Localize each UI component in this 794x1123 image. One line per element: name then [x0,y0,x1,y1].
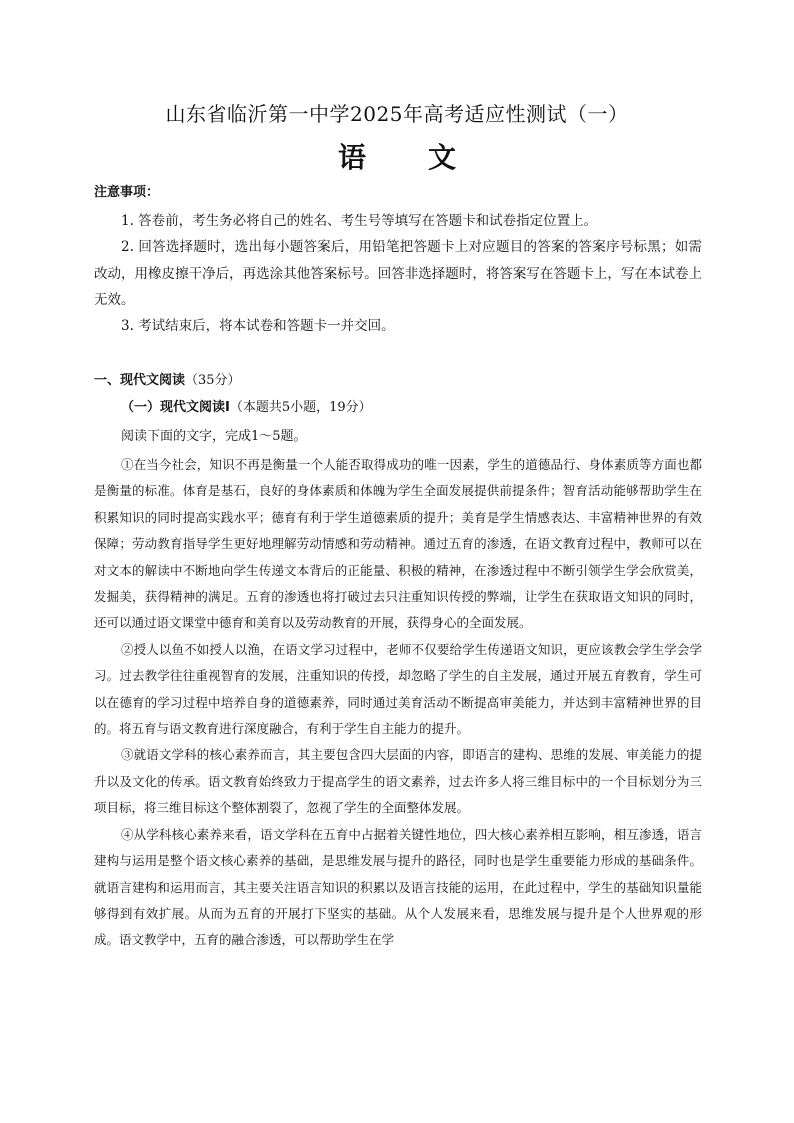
notice-item-2: 2. 回答选择题时，选出每小题答案后，用铅笔把答题卡上对应题目的答案的答案序号标黑；如需改动，用橡皮擦干净后，再选涂其他答案标号。回答非选择题时，将答案写在答题卡上，写在本试卷上无效。 [94,239,702,308]
passage-paragraph-3: ③就语文学科的核心素养而言，其主要包含四大层面的内容，即语言的建构、思维的发展、审美能力的提升以及文化的传承。语文教育始终致力于提高学生的语文素养，过去许多人将三维目标中的一个目标划分为三项目标，将三维目标这个整体割裂了，忽视了学生的全面整体发展。 [94,747,702,816]
sub-heading-note: （本题共5小题，19分） [229,400,372,415]
subject-char-1: 语 [337,141,366,174]
passage-paragraph-4: ④从学科核心素养来看，语文学科在五育中占据着关键性地位，四大核心素养相互影响，相互渗透，语言建构与运用是整个语文核心素养的基础，是思维发展与提升的路径，同时也是学生重要能力形成的基础条件。就语言建构和运用而言，其主要关注语言知识的积累以及语言技能的运用，在此过程中，学生的基础知识量能够得到有效扩展。从而为五育的开展打下坚实的基础。从个人发展来看，思维发展与提升是个人世界观的形成。语文教学中，五育的融合渗透，可以帮助学生在学 [94,826,702,948]
notice-item-3: 3. 考试结束后，将本试卷和答题卡一并交回。 [121,318,395,334]
sub-heading [121,397,372,419]
section-heading-title: 一、现代文阅读 [94,373,186,388]
section-heading-score: （35分） [185,373,241,388]
reading-passage [94,452,702,954]
exam-title: 山东省临沂第一中学2025年高考适应性测试（一） [165,102,629,126]
sub-heading-title: （一）现代文阅读Ⅰ [121,400,230,415]
subject-char-2: 文 [428,141,457,174]
notice-item-1: 1. 答卷前，考生务必将自己的姓名、考生号等填写在答题卡和试卷指定位置上。 [121,213,598,229]
reading-instruction: 阅读下面的文字，完成1～5题。 [121,429,307,444]
notice-title: 注意事项： [94,185,160,200]
section-heading [94,370,241,392]
subject-title [0,140,794,176]
passage-paragraph-2: ②授人以鱼不如授人以渔，在语文学习过程中，老师不仅要给学生传递语文知识，更应该教会学生学会学习。过去教学往往重视智育的发展，注重知识的传授，却忽略了学生的自主发展，通过开展五育教育，学生可以在德育的学习过程中培养自身的道德素养，同时通过美育活动不断提高审美能力，并达到丰富精神世界的目的。将五育与语文教育进行深度融合，有利于学生自主能力的提升。 [94,641,702,737]
passage-paragraph-1: ①在当今社会，知识不再是衡量一个人能否取得成功的唯一因素，学生的道德品行、身体素质等方面也都是衡量的标准。体育是基石，良好的身体素质和体魄为学生全面发展提供前提条件；智育活动能够帮助学生在积累知识的同时提高实践水平；德育有利于学生道德素质的提升；美育是学生情感表达、丰富精神世界的有效保障；劳动教育指导学生更好地理解劳动情感和劳动精神。通过五育的渗透，在语文教育过程中，教师可以在对文本的解读中不断地向学生传递文本背后的正能量、积极的精神，在渗透过程中不断引领学生学会欣赏美，发掘美，获得精神的满足。五育的渗透也将打破过去只注重知识传授的弊端，让学生在获取语文知识的同时，还可以通过语文课堂中德育和美育以及劳动教育的开展，获得身心的全面发展。 [94,457,702,631]
